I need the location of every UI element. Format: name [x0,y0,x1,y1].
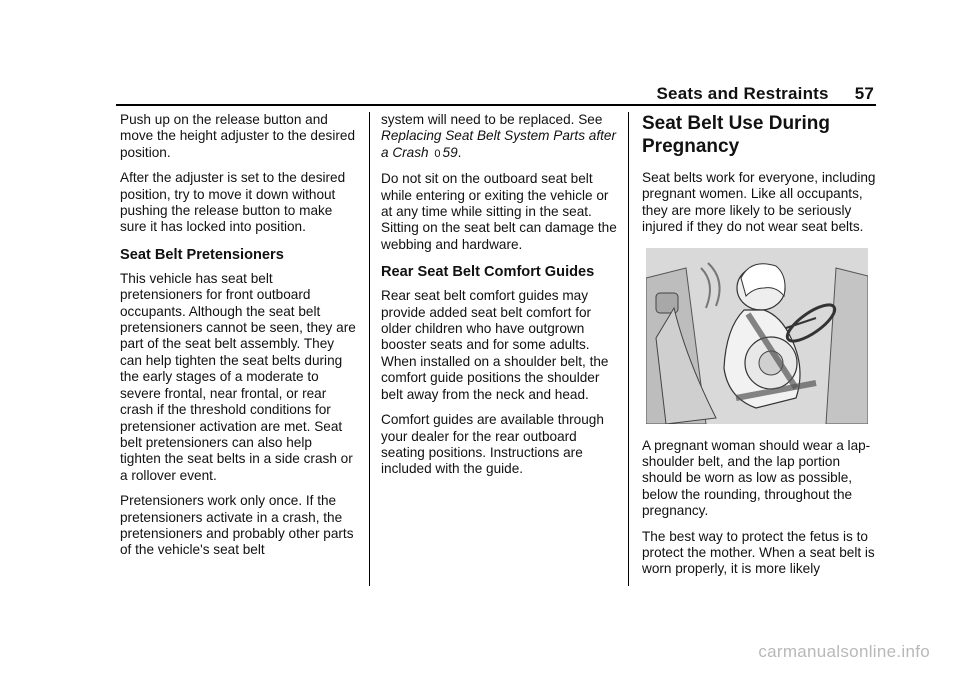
paragraph: Push up on the release button and move the height adjuster to the desired position. [120,112,356,160]
paragraph: Rear seat belt comfort guides may provide added seat belt comfort for older children who have outgrown booster seats and for some adults. When installed on a shoulder belt, the comfort guide positions the shoulder belt away from the neck and head. [381,288,609,402]
xref-page[interactable]: 59 [442,144,458,160]
paragraph: Pretensioners work only once. If the pretensioners activate in a crash, the pretensioners and probably other parts of the vehicle's seat belt [120,493,354,558]
column-divider [628,112,629,586]
xref-link[interactable]: Replacing Seat Belt System Parts after a Crash [381,128,616,160]
column-divider [369,112,370,586]
column-right [642,112,878,587]
running-head [657,84,875,104]
heading-seat-belt-pretensioners: Seat Belt Pretensioners [120,246,284,263]
paragraph-text: system will need to be replaced. See [381,112,603,127]
paragraph-end: . [457,144,462,160]
paragraph: A pregnant woman should wear a lap-shoulder belt, and the lap portion should be worn as low as possible, below the rounding, throughout the pregnancy. [642,437,871,519]
column-middle [381,112,617,487]
paragraph: Comfort guides are available through your dealer for the rear outboard seating positions. Instructions are included with the guide. [381,412,604,477]
xref-arrow-icon: 0 [434,147,441,160]
paragraph-with-xref [381,112,617,162]
paragraph: Seat belts work for everyone, including pregnant women. Like all occupants, they are more likely to be seriously injured if they do not wear seat belts. [642,170,876,235]
header-rule [116,104,876,106]
paragraph: After the adjuster is set to the desired position, try to move it down without pushing the release button to make sure it has locked into position. [120,170,346,235]
paragraph: Do not sit on the outboard seat belt while entering or exiting the vehicle or at any time while sitting in the seat. Sitting on the seat belt can damage the webbing and hardware. [381,171,617,252]
paragraph: This vehicle has seat belt pretensioners for front outboard occupants. Although the seat belt pretensioners cannot be seen, they are part of the seat belt assembly. They can help tighten the seat belts during the early stages of a moderate to severe frontal, near frontal, or rear crash if the threshold conditions for pretensioner activation are met. Seat belt pretensioners can also help tighten the seat belts in a side crash or a rollover event. [120,270,356,483]
pregnant-woman-seat-belt-illustration [646,248,868,424]
column-left [120,112,356,568]
watermark: carmanualsonline.info [758,642,930,661]
paragraph: The best way to protect the fetus is to protect the mother. When a seat belt is worn properly, it is more likely [642,528,875,577]
page-number: 57 [854,84,874,103]
heading-seat-belt-use-during-pregnancy: Seat Belt Use During Pregnancy [642,113,830,157]
section-title: Seats and Restraints [656,84,829,103]
heading-rear-seat-belt-comfort-guides: Rear Seat Belt Comfort Guides [381,264,595,281]
